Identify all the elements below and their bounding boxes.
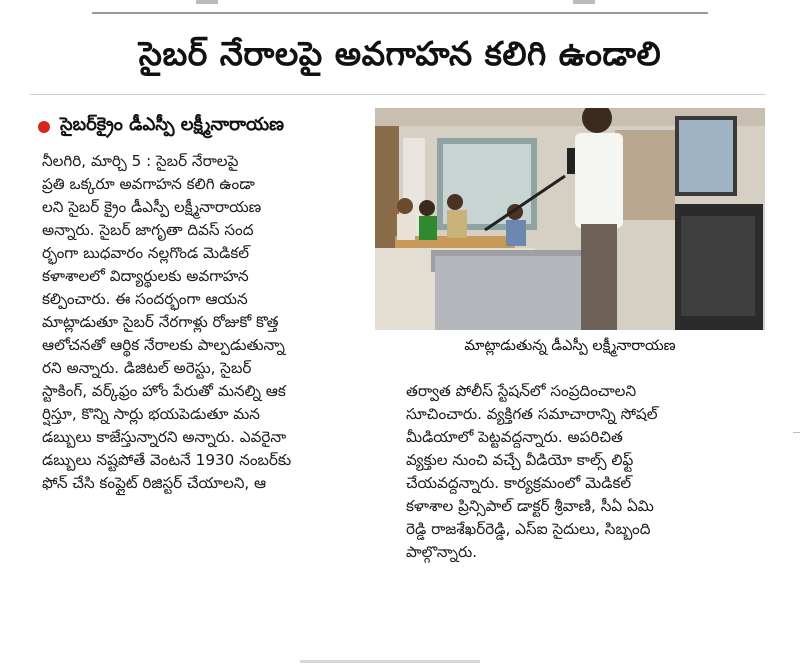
article-subheadline <box>38 114 284 139</box>
body-line: లని సైబర్ క్రైం డీఎస్పీ లక్ష్మీనారాయణ <box>42 198 262 216</box>
body-line: ప్రతి ఒక్కరూ అవగాహన కలిగి ఉండా <box>42 175 255 193</box>
body-line: వ్యక్తుల నుంచి వచ్చే వీడియో కాల్స్ లిఫ్ట్ <box>406 451 634 469</box>
body-line: మాట్లాడుతూ సైబర్ నేరగాళ్లు రోజుకో కొత్త <box>42 313 279 331</box>
top-rule <box>92 12 708 14</box>
body-line: నీలగిరి, మార్చి 5 : సైబర్ నేరాలపై <box>42 152 239 170</box>
body-line: తర్వాత పోలీస్ స్టేషన్‌లో సంప్రదించాలని <box>406 382 637 400</box>
article-body-left-column <box>42 150 392 495</box>
body-line: మీడియాలో పెట్టవద్దన్నారు. అపరిచిత <box>406 428 623 446</box>
body-line: ర్భంగా బుధవారం నల్లగొండ మెడికల్ <box>42 244 250 262</box>
article-photo <box>375 108 765 330</box>
body-line: ఆలోచనతో ఆర్థిక నేరాలకు పాల్పడుతున్నా <box>42 336 285 354</box>
body-line: కళాశాల ప్రిన్సిపాల్ డాక్టర్ శ్రీవాణి, సీఏ ఏమి <box>406 497 654 515</box>
headline-rule <box>30 94 766 95</box>
conference-room-photo <box>375 108 765 330</box>
body-line: సూచించారు. వ్యక్తిగత సమాచారాన్ని సోషల్ <box>406 405 658 423</box>
body-line: చేయవద్దన్నారు. కార్యక్రమంలో మెడికల్ <box>406 474 632 492</box>
body-line: డబ్బులు నష్టపోతే వెంటనే 1930 నంబర్‌కు <box>42 451 292 469</box>
body-line: ర్షిస్తూ, కొన్ని సార్లు భయపెడుతూ మన <box>42 405 260 423</box>
top-clip-mark <box>196 0 218 4</box>
photo-caption: మాట్లాడుతున్న డీఎస్పీ లక్ష్మీనారాయణ <box>464 338 676 354</box>
article-headline: సైబర్ నేరాలపై అవగాహన కలిగి ఉండాలి <box>138 34 662 73</box>
body-line: పాల్గొన్నారు. <box>406 543 478 561</box>
red-bullet-icon <box>38 121 50 133</box>
body-line: అన్నారు. సైబర్ జాగృతా దివస్ సంద <box>42 221 254 239</box>
article-body-right-column <box>406 380 766 564</box>
edge-mark <box>793 432 800 433</box>
body-line: కల్పించారు. ఈ సందర్భంగా ఆయన <box>42 290 248 308</box>
bottom-clip-mark <box>300 660 480 663</box>
body-line: స్టాకింగ్, వర్క్‌ఫ్రం హోం పేరుతో మనల్ని ఆక <box>42 382 286 400</box>
subheadline-text: సైబర్‌క్రైం డీఎస్పీ లక్ష్మీనారాయణ <box>60 114 284 135</box>
body-line: డబ్బులు కాజేస్తున్నారని అన్నారు. ఎవరైనా <box>42 428 287 446</box>
body-line: కళాశాలలో విద్యార్థులకు అవగాహన <box>42 267 249 285</box>
body-line: రెడ్డి రాజశేఖర్‌రెడ్డి, ఎస్ఐ సైదులు, సిబ్బంది <box>406 520 651 538</box>
body-line: ఫోన్ చేసి కంప్లైట్ రిజిస్టర్ చేయాలని, ఆ <box>42 474 267 492</box>
top-clip-mark <box>573 0 595 4</box>
body-line: రని అన్నారు. డిజిటల్ అరెస్టు, సైబర్ <box>42 359 252 377</box>
